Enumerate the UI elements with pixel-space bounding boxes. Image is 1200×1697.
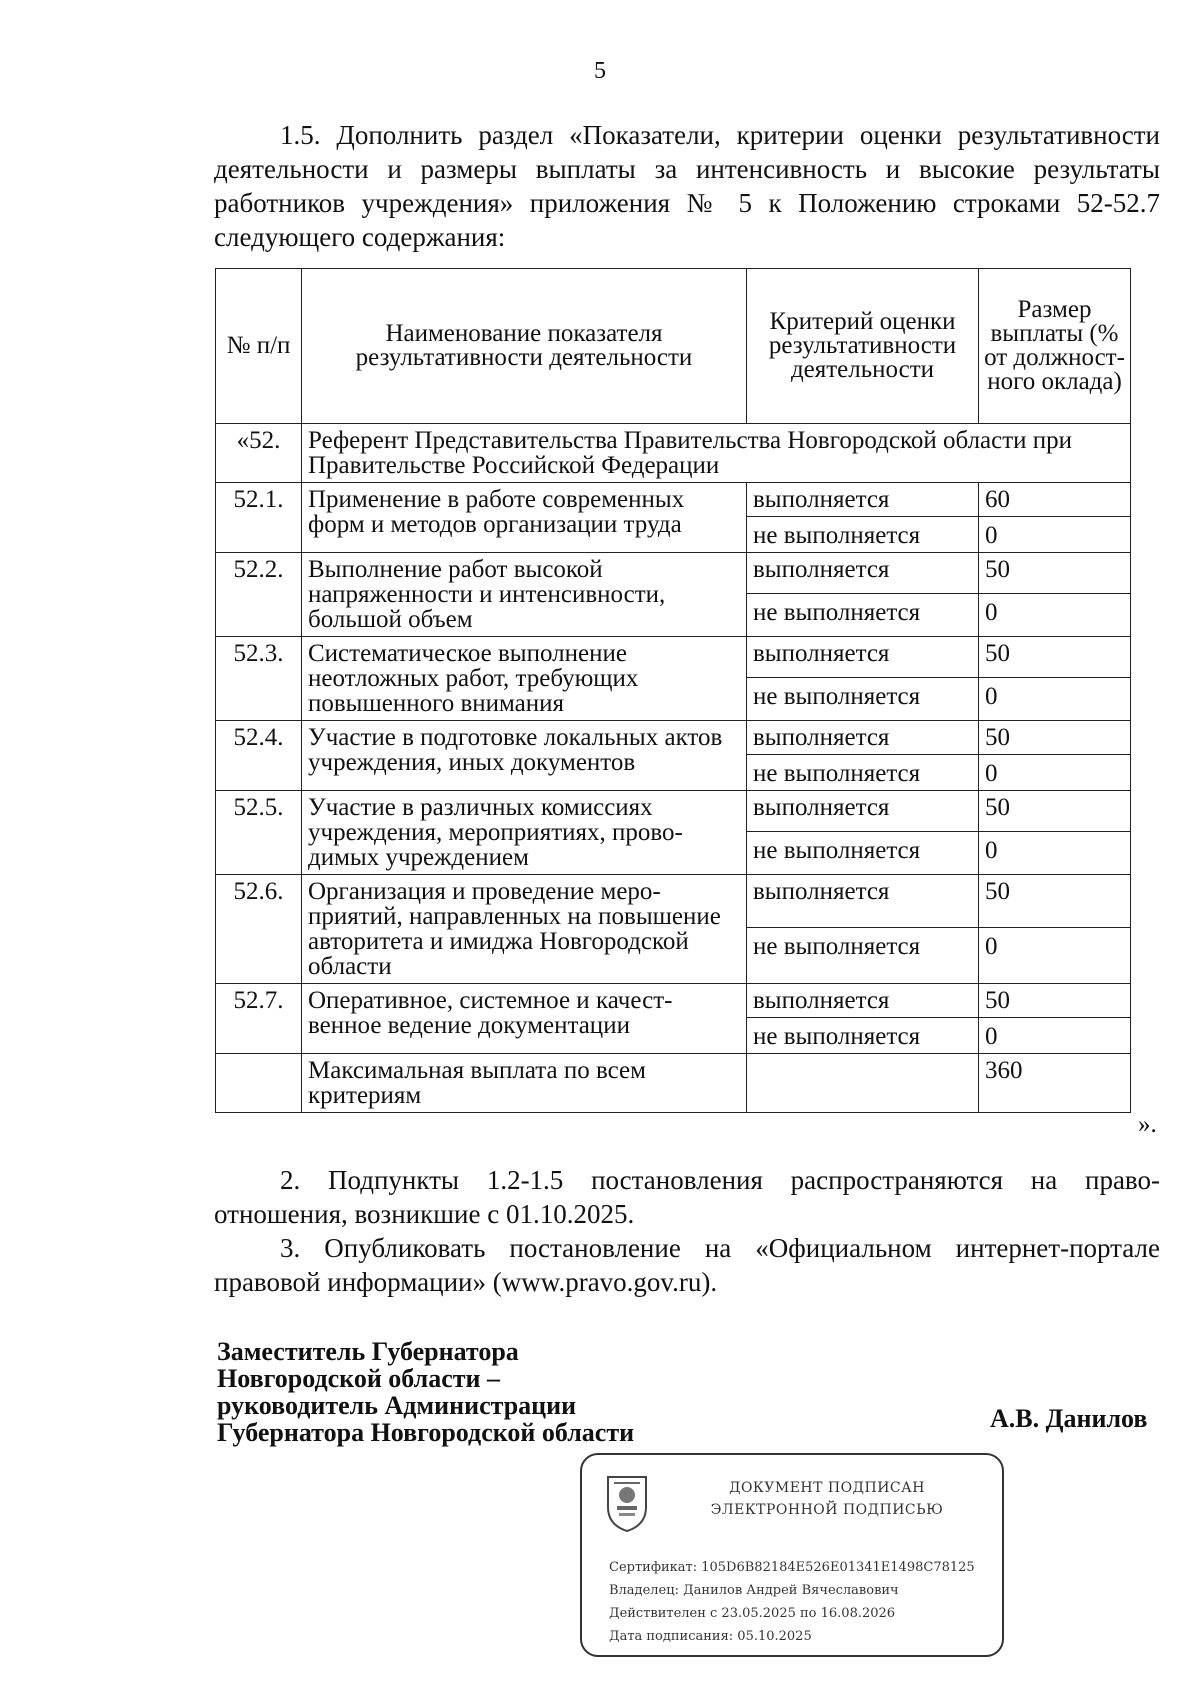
criterion-not-met: не выполняется — [747, 677, 979, 720]
signer-title-line: Заместитель Губернатора — [217, 1337, 519, 1366]
intro-paragraph: 1.5. Дополнить раздел «Показатели, критерии оценки результативности деятельности и размеры выплаты за интенсивность и высокие результаты работников учреждения» приложения № 5 к Положению строками 52-52.7 следующего содержания: — [214, 120, 1160, 252]
row-indicator-name: Участие в различных комиссиях учреждения, мероприятиях, прово-димых учреждением — [302, 791, 747, 875]
signer-title-line: Губернатора Новгородской области — [217, 1418, 635, 1447]
payment-not-met: 0 — [979, 593, 1131, 636]
criterion-not-met: не выполняется — [747, 831, 979, 874]
total-criterion-empty — [747, 1054, 979, 1113]
payment-met: 50 — [979, 721, 1131, 755]
payment-not-met: 0 — [979, 1018, 1131, 1054]
payment-met: 50 — [979, 553, 1131, 594]
payment-met: 50 — [979, 984, 1131, 1018]
criterion-met: выполняется — [747, 791, 979, 832]
row-indicator-name: Оперативное, системное и качест-венное ведение документации — [302, 984, 747, 1054]
header-name: Наименование показателя результативности деятельности — [302, 269, 747, 424]
total-value: 360 — [979, 1054, 1131, 1113]
criterion-not-met: не выполняется — [747, 755, 979, 791]
payment-not-met: 0 — [979, 831, 1131, 874]
row-num: 52.3. — [216, 637, 302, 721]
coat-of-arms-icon — [604, 1473, 650, 1533]
table-row — [216, 984, 1131, 1018]
criterion-not-met: не выполняется — [747, 927, 979, 983]
table-row — [216, 483, 1131, 517]
section-row — [216, 424, 1131, 483]
payment-not-met: 0 — [979, 755, 1131, 791]
row-indicator-name: Систематическое выполнение неотложных работ, требующих повышенного внимания — [302, 637, 747, 721]
table-body — [216, 424, 1131, 1113]
paragraph-3: 3. Опубликовать постановление на «Официальном интернет-портале правовой информации» (www.pravo.gov.ru). — [214, 1233, 1160, 1297]
criterion-met: выполняется — [747, 483, 979, 517]
electronic-signature-stamp — [580, 1453, 1004, 1657]
payment-met: 60 — [979, 483, 1131, 517]
stamp-title-line: ЭЛЕКТРОННОЙ ПОДПИСЬЮ — [710, 1502, 944, 1518]
criterion-met: выполняется — [747, 553, 979, 594]
stamp-certificate: Сертификат: 105D6B82184E526E01341E1498C78125 — [609, 1560, 975, 1575]
total-row — [216, 1054, 1131, 1113]
stamp-signed-date: Дата подписания: 05.10.2025 — [609, 1629, 812, 1644]
row-num: 52.2. — [216, 553, 302, 637]
criterion-not-met: не выполняется — [747, 1018, 979, 1054]
row-indicator-name: Организация и проведение меро-приятий, направленных на повышение авторитета и имиджа Новгородской области — [302, 875, 747, 984]
table-header-row — [216, 269, 1131, 424]
row-num: 52.1. — [216, 483, 302, 553]
table-row — [216, 637, 1131, 678]
row-num: 52.4. — [216, 721, 302, 791]
closing-quote: ». — [1138, 1111, 1157, 1138]
signer-title-line: руководитель Администрации — [217, 1391, 577, 1420]
criterion-not-met: не выполняется — [747, 593, 979, 636]
total-label: Максимальная выплата по всем критериям — [302, 1054, 747, 1113]
payment-not-met: 0 — [979, 677, 1131, 720]
table-row — [216, 553, 1131, 594]
header-criterion: Критерий оценки результативности деятельности — [747, 269, 979, 424]
payment-not-met: 0 — [979, 927, 1131, 983]
row-num: 52.6. — [216, 875, 302, 984]
section-num: «52. — [216, 424, 302, 483]
row-indicator-name: Применение в работе современных форм и методов организации труда — [302, 483, 747, 553]
total-num-empty — [216, 1054, 302, 1113]
table-row — [216, 721, 1131, 755]
header-num: № п/п — [216, 269, 302, 424]
header-payment: Размер выплаты (% от должност-ного оклада) — [979, 269, 1131, 424]
payment-not-met: 0 — [979, 517, 1131, 553]
stamp-valid: Действителен с 23.05.2025 по 16.08.2026 — [609, 1606, 896, 1621]
criterion-met: выполняется — [747, 637, 979, 678]
row-indicator-name: Выполнение работ высокой напряженности и интенсивности, большой объем — [302, 553, 747, 637]
page-number: 5 — [594, 58, 606, 84]
criterion-not-met: не выполняется — [747, 517, 979, 553]
stamp-title-line: ДОКУМЕНТ ПОДПИСАН — [729, 1480, 925, 1496]
payment-met: 50 — [979, 791, 1131, 832]
row-num: 52.7. — [216, 984, 302, 1054]
paragraph-2: 2. Подпункты 1.2-1.5 постановления распространяются на право-отношения, возникшие с 01.10.2025. — [214, 1165, 1160, 1229]
row-indicator-name: Участие в подготовке локальных актов учреждения, иных документов — [302, 721, 747, 791]
payment-met: 50 — [979, 637, 1131, 678]
table-row — [216, 791, 1131, 832]
stamp-owner: Владелец: Данилов Андрей Вячеславович — [609, 1583, 899, 1598]
stamp-title — [662, 1477, 992, 1521]
row-num: 52.5. — [216, 791, 302, 875]
criterion-met: выполняется — [747, 875, 979, 928]
signer-name: А.В. Данилов — [990, 1404, 1148, 1433]
signer-title — [217, 1338, 634, 1446]
indicators-table — [215, 268, 1131, 1113]
criterion-met: выполняется — [747, 721, 979, 755]
criterion-met: выполняется — [747, 984, 979, 1018]
section-title: Референт Представительства Правительства Новгородской области при Правительстве Российской Федерации — [302, 424, 1131, 483]
table-row — [216, 875, 1131, 928]
signer-title-line: Новгородской области – — [217, 1364, 501, 1393]
payment-met: 50 — [979, 875, 1131, 928]
